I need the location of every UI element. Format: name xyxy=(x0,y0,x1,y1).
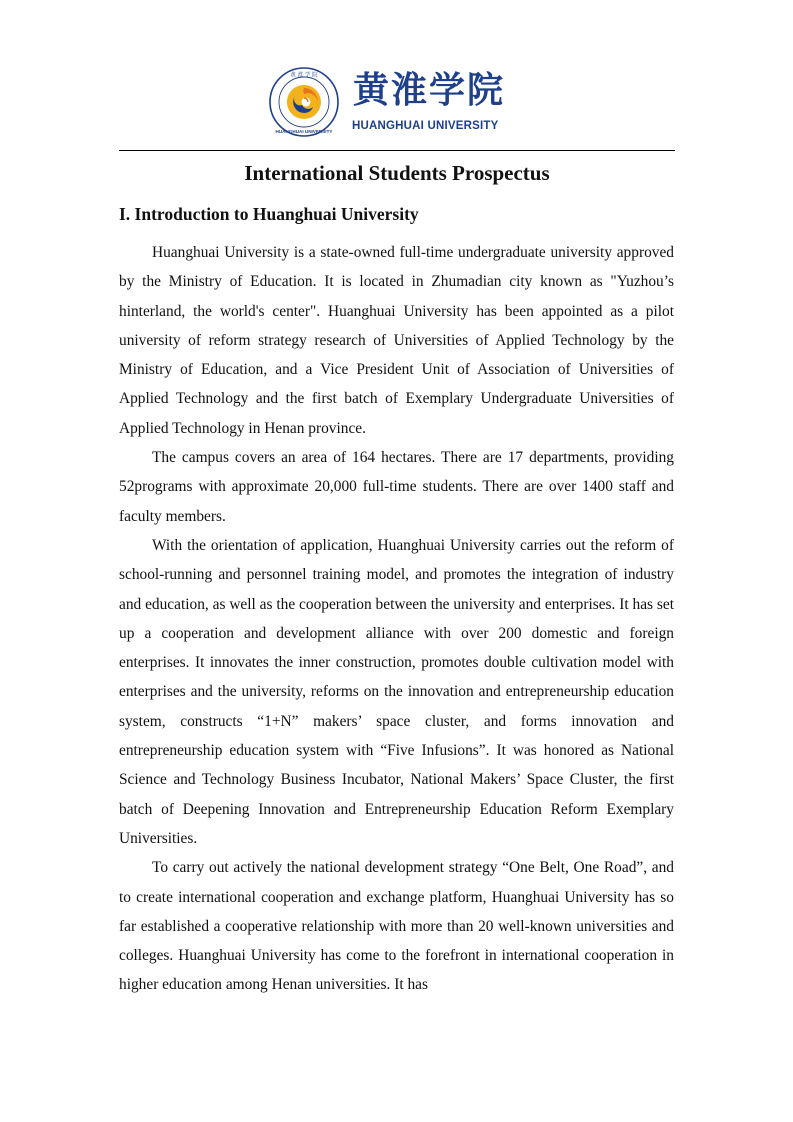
body-text xyxy=(119,238,674,1000)
section-heading: I. Introduction to Huanghuai University xyxy=(119,204,419,224)
svg-text:黄 淮 学 院: 黄 淮 学 院 xyxy=(290,72,318,79)
document-title: International Students Prospectus xyxy=(244,161,550,185)
paragraph: Huanghuai University is a state-owned full-time undergraduate university approved by the Ministry of Education. It is located in Zhumadian city known as "Yuzhou’s hinterland, the world's center". Huanghuai University has been appointed as a pilot university of reform strategy research of Universities of Applied Technology by the Ministry of Education, and a Vice President Unit of Association of Universities of Applied Technology and the first batch of Exemplary Undergraduate Universities of Applied Technology in Henan province. xyxy=(119,244,674,437)
svg-text:HUANGHUAI UNIVERSITY: HUANGHUAI UNIVERSITY xyxy=(275,129,333,134)
header-divider xyxy=(119,150,675,151)
university-name-chinese: 黄淮学院 xyxy=(353,69,506,111)
university-name-english: HUANGHUAI UNIVERSITY xyxy=(352,120,499,132)
paragraph: To carry out actively the national development strategy “One Belt, One Road”, and to create international cooperation and exchange platform, Huanghuai University has so far established a cooperative relationship with more than 20 well-known universities and colleges. Huanghuai University has come to the forefront in international cooperation in higher education among Henan universities. It has xyxy=(119,859,674,994)
paragraph: With the orientation of application, Huanghuai University carries out the reform of school-running and personnel training model, and promotes the integration of industry and education, as well as the cooperation between the university and enterprises. It has set up a cooperation and development alliance with over 200 domestic and foreign enterprises. It innovates the inner construction, promotes double cultivation model with enterprises and the university, reforms on the innovation and entrepreneurship education system, constructs “1+N” makers’ space cluster, and forms innovation and entrepreneurship education system with “Five Infusions”. It was honored as National Science and Technology Business Incubator, National Makers’ Space Cluster, the first batch of Deepening Innovation and Entrepreneurship Education Reform Exemplary Universities. xyxy=(119,536,674,847)
letterhead xyxy=(0,62,793,142)
paragraph: The campus covers an area of 164 hectares. There are 17 departments, providing 52programs with approximate 20,000 full-time students. There are over 1400 staff and faculty members. xyxy=(119,449,674,525)
university-seal-logo xyxy=(268,66,340,138)
